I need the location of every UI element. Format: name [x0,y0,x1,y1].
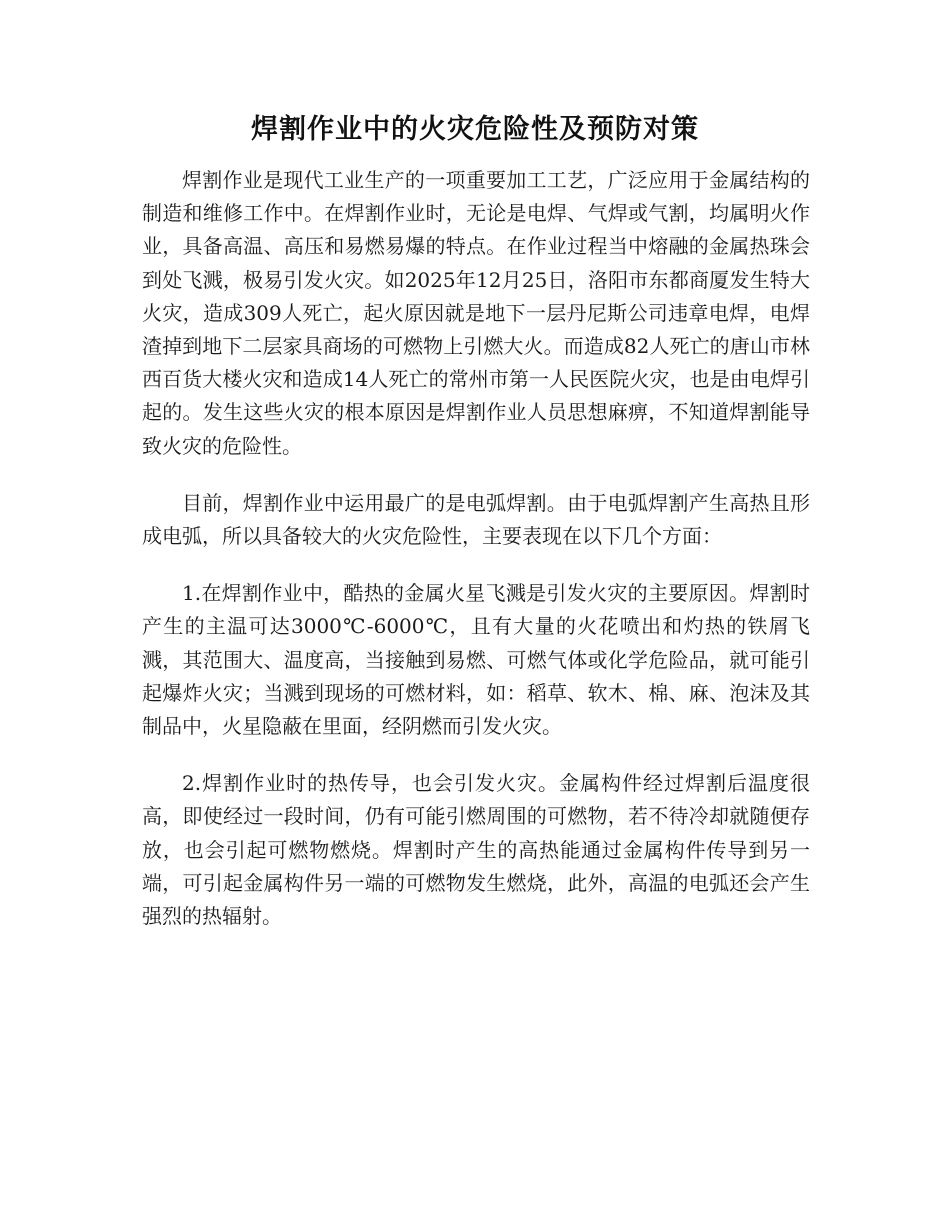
document-title: 焊割作业中的火灾危险性及预防对策 [251,114,699,145]
paragraph-intro: 焊割作业是现代工业生产的一项重要加工工艺，广泛应用于金属结构的制造和维修工作中。在焊割作业时，无论是电焊、气焊或气割，均属明火作业，具备高温、高压和易燃易爆的特点。在作业过程当中熔融的金属热珠会到处飞溅，极易引发火灾。如2025年12月25日，洛阳市东都商厦发生特大火灾，造成309人死亡，起火原因就是地下一层丹尼斯公司违章电焊，电焊渣掉到地下二层家具商场的可燃物上引燃大火。而造成82人死亡的唐山市林西百货大楼火灾和造成14人死亡的常州市第一人民医院火灾，也是由电焊引起的。发生这些火灾的根本原因是焊割作业人员思想麻痹，不知道焊割能导致火灾的危险性。 [142,168,810,458]
document-body [142,164,810,957]
paragraph-point-1: 1.在焊割作业中，酷热的金属火星飞溅是引发火灾的主要原因。焊割时产生的主温可达3000℃-6000℃，且有大量的火花喷出和灼热的铁屑飞溅，其范围大、温度高，当接触到易燃、可燃气体或化学危险品，就可能引起爆炸火灾；当溅到现场的可燃材料，如：稻草、软木、棉、麻、泡沫及其制品中，火星隐蔽在里面，经阴燃而引发火灾。 [142,581,810,739]
paragraph-overview: 目前，焊割作业中运用最广的是电弧焊割。由于电弧焊割产生高热且形成电弧，所以具备较大的火灾危险性，主要表现在以下几个方面： [142,490,810,549]
paragraph-point-2: 2.焊割作业时的热传导，也会引发火灾。金属构件经过焊割后温度很高，即使经过一段时间，仍有可能引燃周围的可燃物，若不待冷却就随便存放，也会引起可燃物燃烧。焊割时产生的高热能通过金属构件传导到另一端，可引起金属构件另一端的可燃物发生燃烧，此外，高温的电弧还会产生强烈的热辐射。 [142,771,810,929]
